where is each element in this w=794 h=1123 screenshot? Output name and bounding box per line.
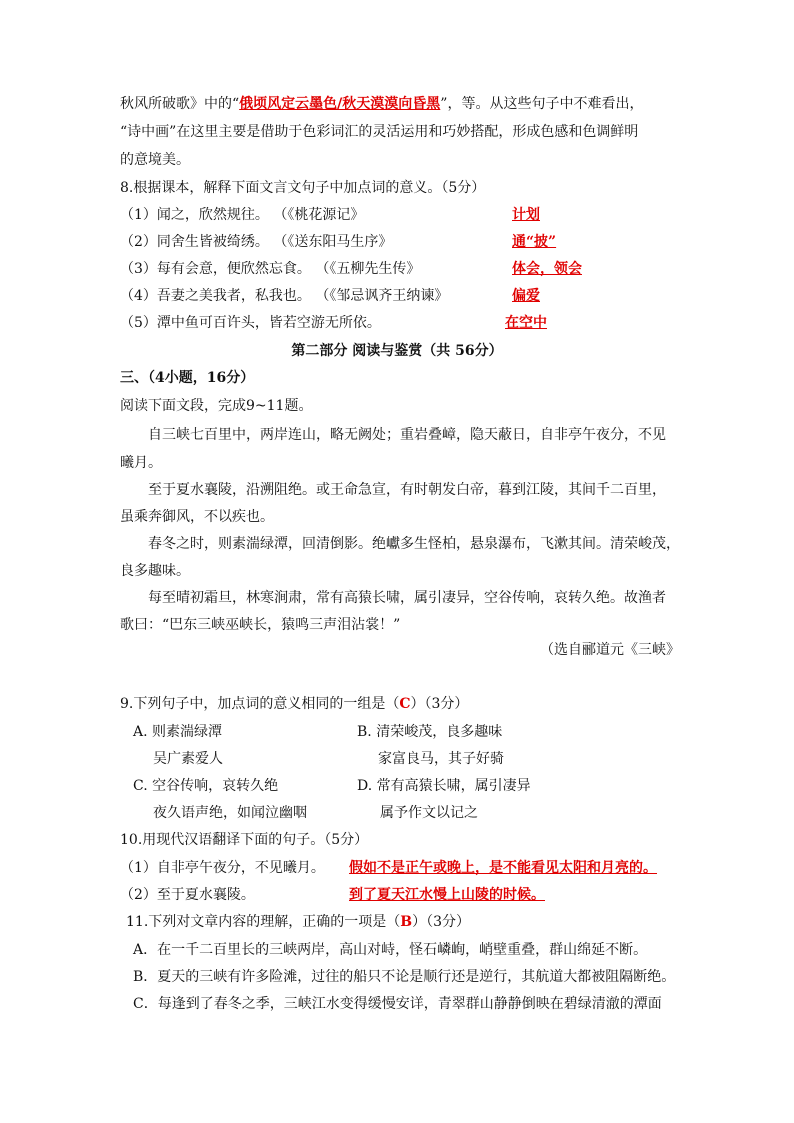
passage-p2-line2: 虽乘奔御风，不以疾也。 — [120, 509, 274, 525]
q10-answer-2: 到了夏天江水慢上山陵的时候。 — [349, 887, 545, 903]
q10-answer-1: 假如不是正午或晚上，是不能看见太阳和月亮的。 — [349, 860, 657, 876]
intro-line-2: “诗中画”在这里主要是借助于色彩词汇的灵活运用和巧妙搭配，形成色感和色调鲜明 — [120, 124, 639, 140]
q9-stem-tail: ）（3分） — [410, 696, 469, 712]
q8-item-1: （1）闻之，欣然规往。 （《桃花源记》 — [120, 207, 365, 223]
q8-answer-3: 体会，领会 — [512, 261, 582, 277]
passage-p3-line1: 春冬之时，则素湍绿潭，回清倒影。绝巘多生怪柏，悬泉瀑布，飞漱其间。清荣峻茂， — [148, 536, 680, 552]
part2-title: 第二部分 阅读与鉴赏（共 56分） — [291, 343, 503, 359]
intro-text: 秋风所破歌》中的“ — [120, 96, 240, 112]
q9-answer: C — [399, 696, 411, 712]
q11-stem-text: 11.下列对文章内容的理解，正确的一项是（ — [126, 914, 401, 930]
q9-option-a-1: A. 则素湍绿潭 — [133, 724, 223, 740]
q11-stem-tail: ）（3分） — [412, 914, 471, 930]
passage-p3-line2: 良多趣味。 — [120, 563, 190, 579]
q8-item-5: （5）潭中鱼可百许头，皆若空游无所依。 — [120, 315, 381, 331]
q8-answer-1: 计划 — [512, 207, 540, 223]
q8-item-4: （4）吾妻之美我者，私我也。 （《邹忌讽齐王纳谏》 — [120, 288, 449, 304]
q9-option-b-2: 家富良马，其子好骑 — [378, 751, 504, 767]
q11-stem — [126, 912, 470, 932]
q11-answer: B — [400, 914, 413, 930]
q10-stem: 10.用现代汉语翻译下面的句子。（5分） — [120, 832, 369, 848]
q9-stem-text: 9.下列句子中，加点词的意义相同的一组是（ — [120, 696, 400, 712]
q9-option-b-1: B. 清荣峻茂，良多趣味 — [357, 724, 503, 740]
reading-instruction: 阅读下面文段，完成9~11题。 — [120, 398, 313, 414]
passage-p1-line2: 曦月。 — [120, 455, 162, 471]
section-heading: 三、（4小题，16分） — [120, 370, 255, 386]
intro-text-tail: ”，等。从这些句子中不难看出， — [440, 96, 644, 112]
q8-answer-5: 在空中 — [505, 315, 547, 331]
q9-option-c-1: C. 空谷传响，哀转久绝 — [133, 778, 279, 794]
q10-sentence-1: （1）自非亭午夜分，不见曦月。 — [120, 860, 325, 876]
q8-stem: 8.根据课本，解释下面文言文句子中加点词的意义。（5分） — [120, 180, 486, 196]
q9-option-a-2: 吴广素爱人 — [153, 751, 223, 767]
intro-answer: 俄顷风定云墨色/秋天漠漠向昏黑 — [239, 96, 441, 112]
intro-line-1 — [120, 94, 643, 114]
passage-p2-line1: 至于夏水襄陵，沿溯阻绝。或王命急宣，有时朝发白帝，暮到江陵，其间千二百里， — [148, 482, 666, 498]
intro-line-3: 的意境美。 — [120, 152, 190, 168]
q10-sentence-2: （2）至于夏水襄陵。 — [120, 887, 255, 903]
q9-stem — [120, 694, 468, 714]
q11-option-c: C．每逢到了春冬之季，三峡江水变得缓慢安详，青翠群山静静倒映在碧绿清澈的潭面 — [133, 996, 662, 1012]
passage-p1-line1: 自三峡七百里中，两岸连山，略无阙处；重岩叠嶂，隐天蔽日，自非亭午夜分，不见 — [148, 427, 666, 443]
passage-source: （选自郦道元《三峡》 — [540, 642, 680, 658]
q9-option-d-1: D. 常有高猿长啸，属引凄异 — [357, 778, 531, 794]
q8-item-3: （3）每有会意，便欣然忘食。 （《五柳先生传》 — [120, 261, 421, 277]
passage-p4-line2: 歌曰：“巴东三峡巫峡长，猿鸣三声泪沾裳！” — [120, 617, 401, 633]
q8-answer-2: 通“披” — [512, 234, 557, 250]
q11-option-a: A．在一千二百里长的三峡两岸，高山对峙，怪石嶙峋，峭壁重叠，群山绵延不断。 — [133, 942, 648, 958]
q11-option-b: B．夏天的三峡有许多险滩，过往的船只不论是顺行还是逆行，其航道大都被阻隔断绝。 — [133, 969, 676, 985]
passage-p4-line1: 每至晴初霜旦，林寒涧肃，常有高猿长啸，属引凄异，空谷传响，哀转久绝。故渔者 — [148, 590, 666, 606]
q9-option-c-2: 夜久语声绝，如闻泣幽咽 — [153, 805, 307, 821]
q8-item-2: （2）同舍生皆被绮绣。 （《送东阳马生序》 — [120, 234, 393, 250]
q8-answer-4: 偏爱 — [512, 288, 540, 304]
q9-option-d-2: 属予作文以记之 — [380, 805, 478, 821]
